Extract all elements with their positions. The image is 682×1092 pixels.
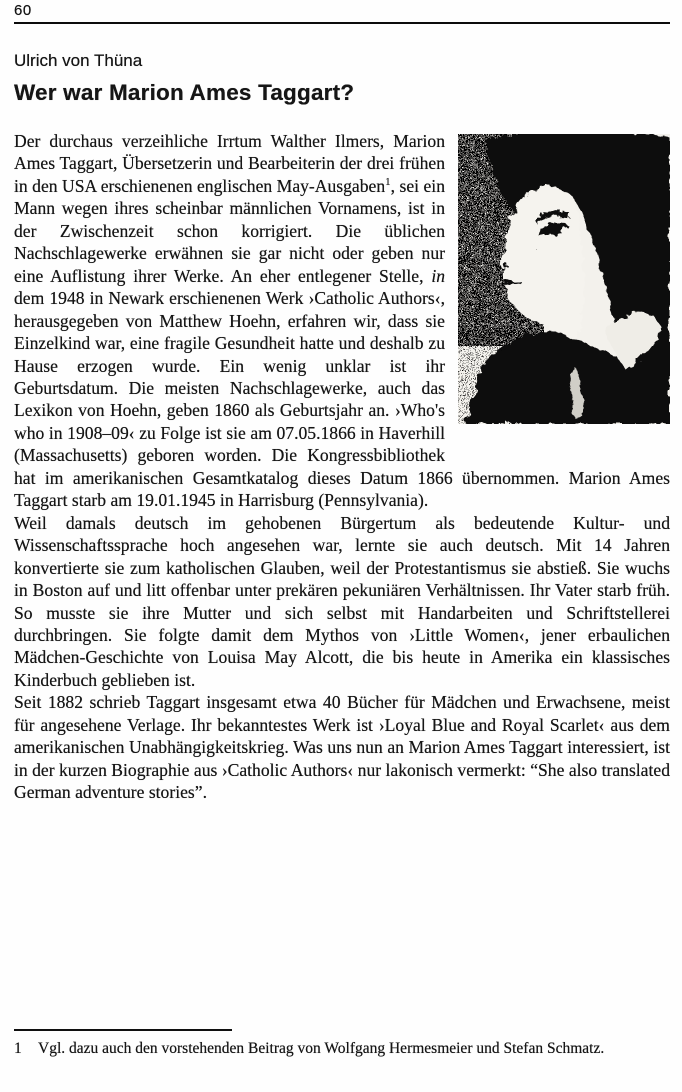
paragraph-text: Der durchaus verzeihliche Irrtum Walther Ilmers, Marion Ames Taggart, Übersetzerin und Bearbeiterin der drei frühen in den USA erschienenen englischen May-Ausgaben [14,131,445,196]
portrait-image [458,134,670,424]
footnote-reference: 1 [385,176,391,189]
paragraph-text: dem 1948 in Newark erschienenen Werk ›Catholic Authors‹, herausgegeben von Matthew Hoehn, erfahren wir, dass sie Einzelkind war, eine fragile Gesundheit hatte und deshalb zu Hause erzogen wurde. Ein wenig unklar ist ihr Geburtsdatum. Die meisten Nachschlagewerke, auch das Lexikon von Hoehn, geben 1860 als Geburtsjahr an. ›Who's who in 1908–09‹ zu Folge ist sie am 07.05.1866 in Haverhill (Massachusetts) geboren worden. Die Kongressbibliothek hat im amerikanischen Gesamtkatalog dieses Datum 1866 übernommen. Marion Ames Taggart starb am 19.01.1945 in Harrisburg (Pennsylvania). [14,288,670,511]
emphasized-word: in [431,265,445,286]
header-rule [14,22,670,24]
paragraph-text: , sei ein Mann wegen ihres scheinbar männlichen Vornamens, ist in der Zwischenzeit schon korrigiert. Die üblichen Nachschlagewerke erwähnen sie gar nicht oder geben nur eine Auflistung ihrer Werke. An eher entlegener Stelle, [14,175,445,286]
footnote-item [14,1038,670,1060]
page-number: 60 [14,2,32,19]
portrait-photo [458,134,670,424]
paragraph-1 [14,130,670,512]
footnote-section [14,1029,670,1060]
paragraph-2: Weil damals deutsch im gehobenen Bürgertum als bedeutende Kultur- und Wissenschaftssprache hoch angesehen war, lernte sie auch deutsch. Mit 14 Jahren konvertierte sie zum katholischen Glauben, weil der Protestantismus sie abstieß. Sie wuchs in Boston auf und litt offenbar unter prekären pekuniären Verhältnissen. Ihr Vater starb früh. So musste sie ihre Mutter und sich selbst mit Handarbeiten und Schriftstellerei durchbringen. Sie folgte damit dem Mythos von ›Little Women‹, jener erbaulichen Mädchen-Geschichte von Louisa May Alcott, die bis heute in Amerika ein klassisches Kinderbuch geblieben ist. [14,512,670,690]
article-title: Wer war Marion Ames Taggart? [14,80,355,105]
footnote-number: 1 [14,1040,22,1057]
footnote-text: Vgl. dazu auch den vorstehenden Beitrag von Wolfgang Hermesmeier und Stefan Schmatz. [38,1040,605,1057]
author-line: Ulrich von Thüna [14,51,143,70]
footnote-rule [14,1029,232,1031]
article-body [14,130,670,804]
paragraph-3: Seit 1882 schrieb Taggart insgesamt etwa 40 Bücher für Mädchen und Erwachsene, meist für angesehene Verlage. Ihr bekanntestes Werk ist ›Loyal Blue and Royal Scarlet‹ aus dem amerikanischen Unabhängigkeitskrieg. Was uns nun an Marion Ames Taggart interessiert, ist in der kurzen Biographie aus ›Catholic Authors‹ nur lakonisch vermerkt: “She also translated German adventure stories”. [14,692,670,803]
